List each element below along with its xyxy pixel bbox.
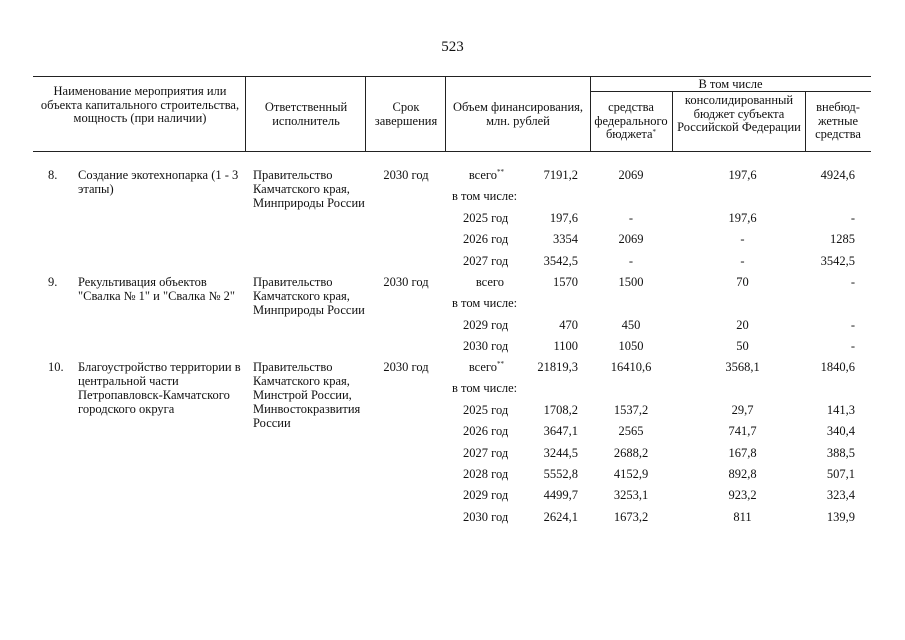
line-regional: 892,8	[728, 467, 757, 481]
line-total: 4499,7	[543, 488, 578, 502]
line-label	[440, 168, 504, 182]
row-executor: Правительство Камчатского края, Минприроды России	[253, 275, 365, 317]
line-federal: 450	[621, 318, 641, 332]
line-label: в том числе:	[452, 296, 518, 310]
line-label-text: всего	[475, 275, 504, 289]
line-extra: 1285	[830, 232, 855, 246]
line-total: 1570	[553, 275, 578, 289]
line-total: 470	[559, 318, 578, 332]
line-total: 21819,3	[537, 360, 578, 374]
row-number: 9.	[48, 275, 58, 289]
line-federal: 3253,1	[613, 488, 649, 502]
line-total: 3354	[553, 232, 578, 246]
header-divider	[365, 76, 366, 151]
line-federal: 2069	[618, 168, 644, 182]
header-divider	[805, 91, 806, 151]
row-executor: Правительство Камчатского края, Минстрой России, Минвостокразвития России	[253, 360, 361, 430]
line-federal: 1537,2	[613, 403, 649, 417]
line-regional: 167,8	[728, 446, 757, 460]
line-total: 1708,2	[543, 403, 578, 417]
header-including: В том числе	[698, 77, 763, 91]
header-federal: средства федерального бюджета*	[594, 100, 668, 141]
line-federal: 1050	[618, 339, 644, 353]
line-federal: 1500	[618, 275, 644, 289]
line-label: 2027 год	[463, 446, 509, 460]
line-total: 5552,8	[543, 467, 578, 481]
line-label: 2025 год	[463, 403, 509, 417]
line-extra: 141,3	[826, 403, 855, 417]
line-label: 2029 год	[463, 318, 509, 332]
line-extra: 388,5	[826, 446, 855, 460]
line-label: 2027 год	[463, 254, 509, 268]
line-total: 1100	[553, 339, 578, 353]
row-name: Создание экотехнопарка (1 - 3 этапы)	[78, 168, 239, 196]
header-executor: Ответственный исполнитель	[264, 100, 348, 128]
line-regional: 29,7	[731, 403, 754, 417]
row-executor: Правительство Камчатского края, Минприроды России	[253, 168, 365, 210]
line-regional: 20	[736, 318, 749, 332]
line-extra: -	[850, 211, 855, 225]
line-total: 197,6	[549, 211, 578, 225]
line-extra: 1840,6	[820, 360, 855, 374]
header-volume: Объем финансирования, млн. рублей	[452, 100, 584, 128]
row-number: 8.	[48, 168, 58, 182]
line-label-text: всего	[468, 168, 497, 182]
footnote-mark: **	[497, 360, 504, 368]
line-regional: 197,6	[728, 168, 757, 182]
line-label: 2026 год	[463, 232, 509, 246]
row-deadline: 2030 год	[383, 360, 429, 374]
line-label-text: всего	[468, 360, 497, 374]
line-extra: 507,1	[826, 467, 855, 481]
footnote-mark: *	[652, 128, 657, 136]
line-label	[440, 360, 504, 374]
line-extra: -	[850, 275, 855, 289]
row-name: Благоустройство территории в центральной части Петропавловск-Камчатского городского округа	[78, 360, 241, 416]
header-divider	[445, 76, 446, 151]
line-total: 3244,5	[543, 446, 578, 460]
line-regional: 3568,1	[725, 360, 760, 374]
line-regional: 811	[733, 510, 752, 524]
line-regional: 70	[736, 275, 749, 289]
header-name: Наименование мероприятия или объекта капитального строительства, мощность (при наличии)	[40, 84, 240, 125]
line-federal: 4152,9	[613, 467, 649, 481]
header-deadline: Срок завершения	[374, 100, 438, 128]
line-extra: 139,9	[826, 510, 855, 524]
line-federal: -	[628, 254, 634, 268]
line-regional: 50	[736, 339, 749, 353]
line-label	[440, 275, 504, 289]
header-extra: внебюд-жетные средства	[815, 100, 861, 141]
row-deadline: 2030 год	[383, 275, 429, 289]
line-total: 2624,1	[543, 510, 578, 524]
line-extra: 3542,5	[820, 254, 855, 268]
line-extra: 323,4	[826, 488, 855, 502]
line-extra: -	[850, 318, 855, 332]
line-label: 2026 год	[463, 424, 509, 438]
line-regional: 197,6	[728, 211, 757, 225]
line-extra: 4924,6	[820, 168, 855, 182]
header-divider	[672, 91, 673, 151]
line-label: 2029 год	[463, 488, 509, 502]
line-label: 2030 год	[463, 510, 509, 524]
line-extra: -	[850, 339, 855, 353]
row-deadline: 2030 год	[383, 168, 429, 182]
line-federal: -	[628, 211, 634, 225]
row-name: Рекультивация объектов "Свалка № 1" и "Свалка № 2"	[78, 275, 236, 303]
line-total: 3542,5	[543, 254, 578, 268]
line-regional: 741,7	[728, 424, 757, 438]
line-label: 2030 год	[463, 339, 509, 353]
line-federal: 2565	[618, 424, 644, 438]
row-number: 10.	[48, 360, 64, 374]
line-label: в том числе:	[452, 189, 518, 203]
line-regional: -	[740, 232, 745, 246]
line-federal: 2069	[618, 232, 644, 246]
header-divider	[245, 76, 246, 151]
page-number: 523	[441, 39, 464, 55]
line-federal: 1673,2	[613, 510, 649, 524]
footnote-mark: **	[497, 168, 504, 176]
line-total: 3647,1	[543, 424, 578, 438]
line-regional: -	[740, 254, 745, 268]
header-bottom-rule	[33, 151, 871, 152]
line-regional: 923,2	[728, 488, 757, 502]
line-label: 2025 год	[463, 211, 509, 225]
line-federal: 2688,2	[613, 446, 649, 460]
header-regional: консолидированный бюджет субъекта Российской Федерации	[677, 93, 801, 134]
line-federal: 16410,6	[610, 360, 652, 374]
line-label: 2028 год	[463, 467, 509, 481]
line-total: 7191,2	[543, 168, 578, 182]
line-extra: 340,4	[826, 424, 855, 438]
line-label: в том числе:	[452, 381, 518, 395]
